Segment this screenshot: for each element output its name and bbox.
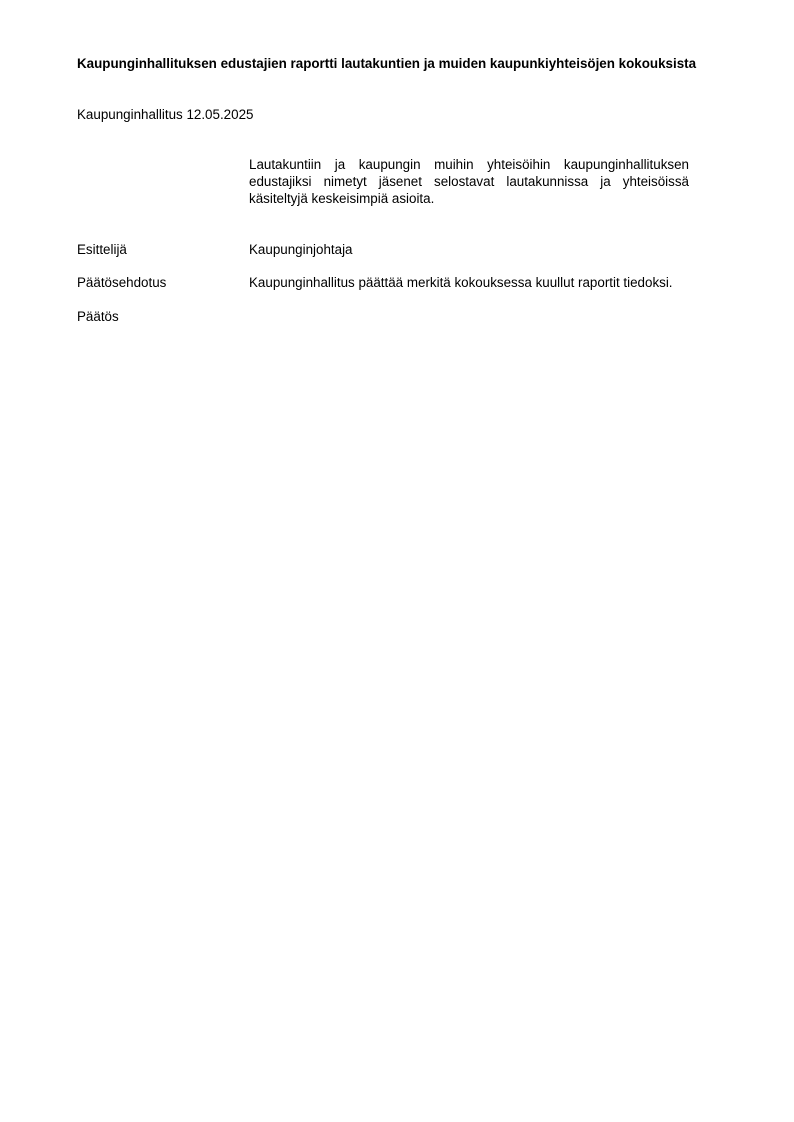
decision-label: Päätös [77, 309, 119, 324]
presenter-label: Esittelijä [77, 242, 127, 257]
proposal-label: Päätösehdotus [77, 275, 167, 290]
presenter-value: Kaupunginjohtaja [249, 242, 353, 257]
proposal-value: Kaupunginhallitus päättää merkitä kokouksessa kuullut raportit tiedoksi. [249, 275, 673, 290]
intro-paragraph: Lautakuntiin ja kaupungin muihin yhteisöihin kaupunginhallituksen edustajiksi nimetyt jäsenet selostavat lautakunnissa ja yhteisöissä käsiteltyjä keskeisimpiä asioita. [249, 157, 689, 206]
meeting-info: Kaupunginhallitus 12.05.2025 [77, 107, 254, 122]
document-title: Kaupunginhallituksen edustajien raportti lautakuntien ja muiden kaupunkiyhteisöjen kokouksista [77, 56, 697, 71]
